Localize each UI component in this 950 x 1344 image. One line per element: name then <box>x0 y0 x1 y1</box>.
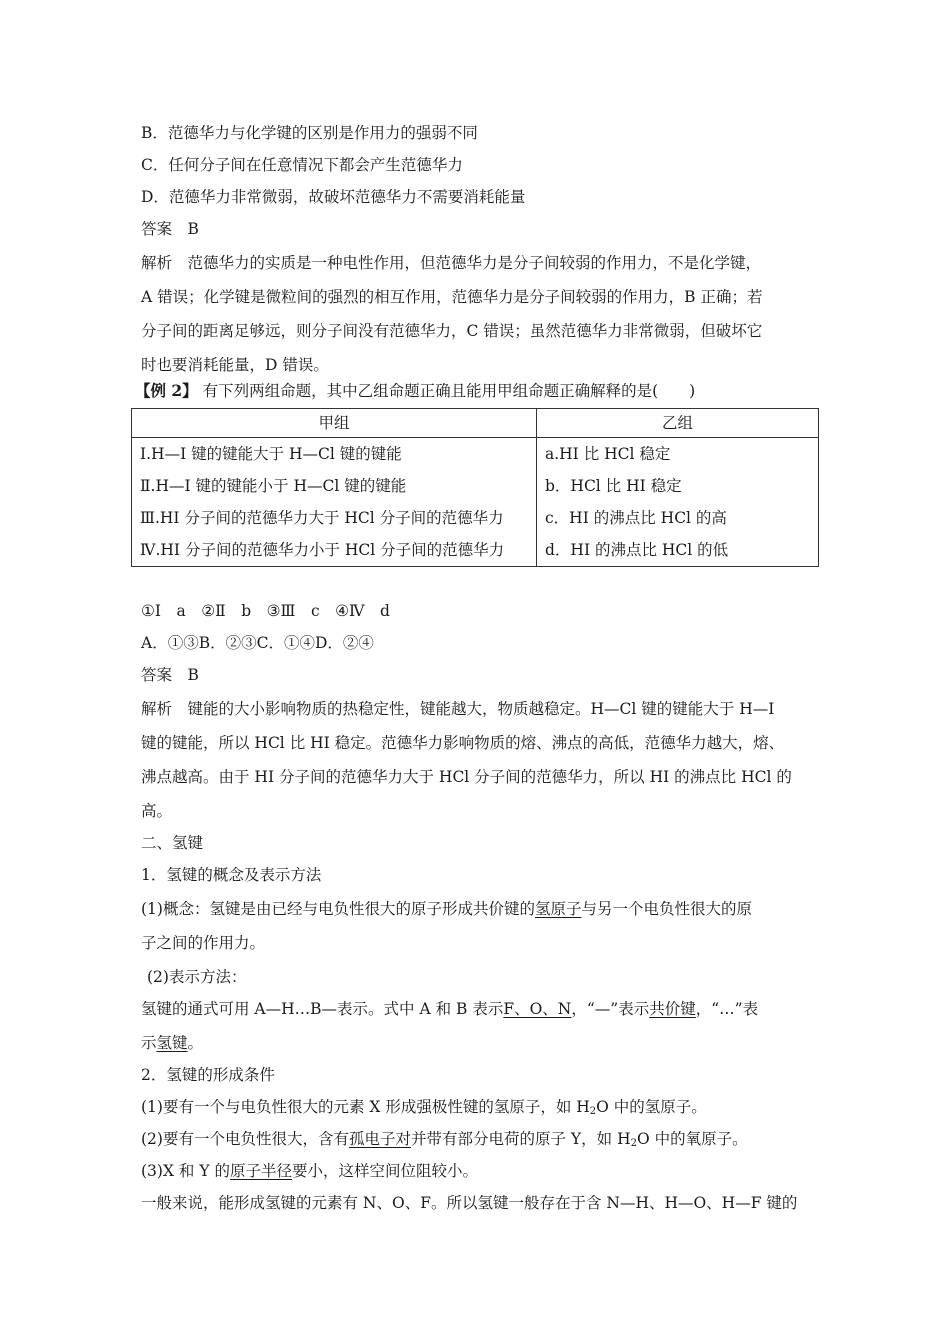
text-run: (2)要有一个电负性很大，含有 <box>141 1130 349 1148</box>
table-cell-group-a <box>132 438 537 567</box>
propositions-table <box>131 408 819 567</box>
q2-stem: 有下列两组命题，其中乙组命题正确且能用甲组命题正确解释的是( ) <box>202 382 696 400</box>
q1-option-c: C．任何分子间在任意情况下都会产生范德华力 <box>141 156 463 174</box>
q1-option-b: B．范德华力与化学键的区别是作用力的强弱不同 <box>141 124 478 142</box>
representation-title: (2)表示方法： <box>147 968 247 986</box>
condition-line <box>141 1096 707 1123</box>
text-run: 氢键的通式可用 A—H…B—表示。式中 A 和 B 表示 <box>141 1000 504 1018</box>
text-run: 示 <box>141 1034 157 1052</box>
proposition-b: c．HI 的沸点比 HCl 的高 <box>545 509 727 527</box>
text-run: ，“…”表 <box>695 1000 759 1018</box>
proposition-b: b．HCl 比 HI 稳定 <box>545 477 682 495</box>
blank-answer: 共价键 <box>649 1000 696 1018</box>
subscript: 2 <box>630 1138 637 1149</box>
subsection-title: 2．氢键的形成条件 <box>141 1066 275 1084</box>
proposition-b: a.HI 比 HCl 稳定 <box>545 445 671 463</box>
q2-analysis-line: 高。 <box>141 802 173 820</box>
q2-analysis-line: 键的键能，所以 HCl 比 HI 稳定。范德华力影响物质的熔、沸点的高低，范德华力越大，熔、 <box>141 734 785 752</box>
condition-line <box>141 1128 748 1155</box>
table-header: 乙组 <box>537 409 819 438</box>
q1-analysis-line: 解析 范德华力的实质是一种电性作用，但范德华力是分子间较弱的作用力，不是化学键， <box>141 254 762 272</box>
text-run: O 中的氢原子。 <box>596 1098 707 1116</box>
text-run: 与另一个电负性很大的原 <box>581 900 752 918</box>
text-run: (1)要有一个与电负性很大的元素 X 形成强极性键的氢原子，如 H <box>141 1098 590 1116</box>
blank-answer: 孤电子对 <box>348 1130 411 1148</box>
subsection-title: 1．氢键的概念及表示方法 <box>141 866 322 884</box>
table-cell-group-b <box>537 438 819 567</box>
summary-line: 一般来说，能形成氢键的元素有 N、O、F。所以氢键一般存在于含 N—H、H—O、H—F 键的 <box>141 1194 798 1212</box>
q2-options: A．①③B．②③C．①④D．②④ <box>141 634 374 652</box>
proposition-b: d．HI 的沸点比 HCl 的低 <box>545 541 729 559</box>
q1-analysis-line: 分子间的距离足够远，则分子间没有范德华力，C 错误；虽然范德华力非常微弱，但破坏它 <box>141 322 763 340</box>
concept-line-2: 子之间的作用力。 <box>141 934 266 952</box>
q1-analysis-line: 时也要消耗能量，D 错误。 <box>141 356 329 374</box>
representation-line <box>141 998 758 1020</box>
blank-answer: 原子半径 <box>230 1162 293 1180</box>
text-run: ，“—”表示 <box>571 1000 650 1018</box>
concept-line <box>141 898 752 920</box>
text-run: 并带有部分电荷的原子 Y，如 H <box>410 1130 631 1148</box>
q2-stem-line <box>135 380 695 402</box>
table-header: 甲组 <box>132 409 537 438</box>
q1-option-d: D．范德华力非常微弱，故破坏范德华力不需要消耗能量 <box>141 188 526 206</box>
q2-analysis-line: 沸点越高。由于 HI 分子间的范德华力大于 HCl 分子间的范德华力，所以 HI 的沸点比 HCl 的 <box>141 768 792 786</box>
text-run: 要小，这样空间位阻较小。 <box>292 1162 479 1180</box>
q2-combos: ①Ⅰ a ②Ⅱ b ③Ⅲ c ④Ⅳ d <box>141 602 390 620</box>
representation-line-2 <box>141 1032 203 1054</box>
q1-answer: 答案 B <box>141 220 199 238</box>
text-run: (3)X 和 Y 的 <box>141 1162 231 1180</box>
blank-answer: 氢原子 <box>534 900 582 918</box>
q1-analysis-line: A 错误；化学键是微粒间的强烈的相互作用，范德华力是分子间较弱的作用力，B 正确；若 <box>141 288 763 306</box>
proposition-a: Ⅰ.H—I 键的键能大于 H—Cl 键的键能 <box>140 445 402 463</box>
subscript: 2 <box>589 1106 597 1117</box>
proposition-a: Ⅲ.HI 分子间的范德华力大于 HCl 分子间的范德华力 <box>140 509 504 527</box>
text-run: O 中的氧原子。 <box>636 1130 748 1148</box>
example-label: 【例 2】 <box>135 381 198 400</box>
proposition-a: Ⅱ.H—I 键的键能小于 H—Cl 键的键能 <box>140 477 407 495</box>
condition-line <box>141 1160 478 1182</box>
q2-answer: 答案 B <box>141 666 199 684</box>
section-title: 二、氢键 <box>141 834 204 852</box>
blank-answer: 氢键 <box>156 1034 188 1052</box>
q2-analysis-line: 解析 键能的大小影响物质的热稳定性，键能越大，物质越稳定。H—Cl 键的键能大于 H—I <box>141 700 775 718</box>
text-run: (1)概念：氢键是由已经与电负性很大的原子形成共价键的 <box>141 900 535 918</box>
blank-answer: F、O、N <box>503 1000 572 1018</box>
proposition-a: Ⅳ.HI 分子间的范德华力小于 HCl 分子间的范德华力 <box>140 541 505 559</box>
text-run: 。 <box>187 1034 204 1052</box>
